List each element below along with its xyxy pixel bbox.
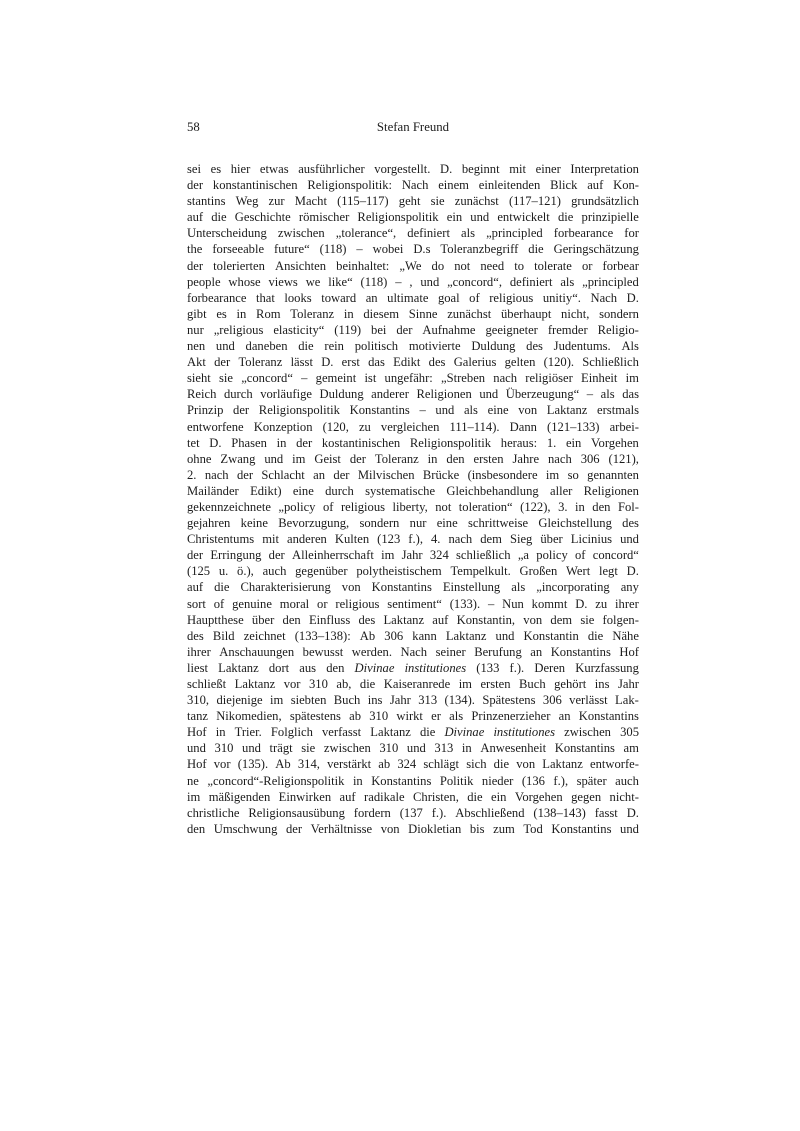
text-line: der Erringung der Alleinherrschaft im Jahr 324 schließlich „a policy of concord“ [187, 548, 639, 563]
text-line: entworfene Konzeption (120, zu vergleichen 111–114). Dann (121–133) arbei- [187, 419, 639, 434]
text-line: liest Laktanz dort aus den Divinae institutiones (133 f.). Deren Kurzfassung [187, 660, 639, 675]
text-line: der konstantinischen Religionspolitik: Nach einem einleitenden Blick auf Kon- [187, 178, 639, 193]
text-line: des Bild zeichnet (133–138): Ab 306 kann Laktanz und Konstantin die Nähe [187, 628, 639, 643]
text-line: Unterscheidung zwischen „tolerance“, definiert als „principled forbearance for [187, 226, 639, 241]
text-line: ne „concord“-Religionspolitik in Konstantins Politik nieder (136 f.), später auch [187, 773, 639, 788]
text-line: 310, diejenige im siebten Buch ins Jahr 313 (134). Spätestens 306 verlässt Lak- [187, 693, 639, 708]
text-block [187, 119, 639, 837]
text-line: auf die Geschichte römischer Religionspolitik ein und entwickelt die prinzipielle [187, 210, 639, 225]
text-line: sei es hier etwas ausführlicher vorgestellt. D. beginnt mit einer Interpretation [187, 162, 639, 176]
text-line: im mäßigenden Einwirken auf radikale Christen, die ein Vorgehen gegen nicht- [187, 789, 639, 804]
text-line: und 310 und trägt sie zwischen 310 und 313 in Anwesenheit Konstantins am [187, 741, 639, 756]
text-line: tanz Nikomedien, spätestens ab 310 wirkt er als Prinzenerzieher an Konstantins [187, 709, 639, 724]
text-line: auf die Charakterisierung von Konstantins Einstellung als „incorporating any [187, 580, 639, 595]
page-number: 58 [187, 120, 200, 134]
text-line: gekennzeichnete „policy of religious liberty, not toleration“ (122), 3. in den Fol- [187, 499, 639, 514]
text-line: gibt es in Rom Toleranz in diesem Sinne zunächst überhaupt nicht, sondern [187, 306, 639, 321]
text-line: forbearance that looks toward an ultimate goal of religious unitiy“. Nach D. [187, 290, 639, 305]
text-line: stantins Weg zur Macht (115–117) geht sie zunächst (117–121) grundsätzlich [187, 194, 639, 209]
text-line: ohne Zwang und im Geist der Toleranz in den ersten Jahre nach 306 (121), [187, 451, 639, 466]
running-title: Stefan Freund [376, 120, 450, 134]
page-header [187, 119, 639, 135]
text-line: sort of genuine moral or religious sentiment“ (133). – Nun kommt D. zu ihrer [187, 596, 639, 611]
text-line: Hof in Trier. Folglich verfasst Laktanz die Divinae institutiones zwischen 305 [187, 725, 639, 740]
text-line: gejahren keine Bevorzugung, sondern nur eine schrittweise Gleichstellung des [187, 516, 639, 531]
text-line: Hauptthese über den Einfluss des Laktanz auf Konstantin, von dem sie folgen- [187, 612, 639, 627]
text-line: (125 u. ö.), auch gegenüber polytheistischem Tempelkult. Großen Wert legt D. [187, 564, 639, 579]
text-line: Prinzip der Religionspolitik Konstantins – und als eine von Laktanz erstmals [187, 403, 639, 418]
text-line: tet D. Phasen in der kostantinischen Religionspolitik heraus: 1. ein Vorgehen [187, 435, 639, 450]
text-line: people whose views we like“ (118) – , und „concord“, definiert als „principled [187, 274, 639, 289]
text-line: sieht sie „concord“ – gemeint ist ungefähr: „Streben nach religiöser Einheit im [187, 371, 639, 386]
text-line: Reich durch vorläufige Duldung anderer Religionen und Überzeugung“ – als das [187, 387, 639, 402]
text-line: Hof vor (135). Ab 314, verstärkt ab 324 schlägt sich die von Laktanz entworfe- [187, 757, 639, 772]
text-line: nen und daneben die rein politisch motivierte Duldung des Judentums. Als [187, 339, 639, 354]
text-line: nur „religious elasticity“ (119) bei der Aufnahme geeigneter fremder Religio- [187, 322, 639, 337]
text-line: der tolerierten Ansichten beinhaltet: „We do not need to tolerate or forbear [187, 258, 639, 273]
text-line: 2. nach der Schlacht an der Milvischen Brücke (insbesondere im so genannten [187, 467, 639, 482]
text-line: Christentums mit anderen Kulten (123 f.), 4. nach dem Sieg über Licinius und [187, 532, 639, 547]
text-line: den Umschwung der Verhältnisse von Diokletian bis zum Tod Konstantins und [187, 821, 639, 836]
text-line: schließt Laktanz vor 310 ab, die Kaiseranrede im ersten Buch gehört ins Jahr [187, 677, 639, 691]
text-line: ihrer Anschauungen bewusst werden. Nach seiner Berufung an Konstantins Hof [187, 644, 639, 659]
text-line: Mailänder Edikt) eine durch systematische Gleichbehandlung aller Religionen [187, 483, 639, 498]
body-text [187, 161, 639, 837]
text-line: the forseeable future“ (118) – wobei D.s Toleranzbegriff die Geringschätzung [187, 242, 639, 257]
text-line: christliche Religionsausübung fordern (137 f.). Abschließend (138–143) fasst D. [187, 805, 639, 820]
text-line: Akt der Toleranz lässt D. erst das Edikt des Galerius gelten (120). Schließlich [187, 355, 639, 370]
